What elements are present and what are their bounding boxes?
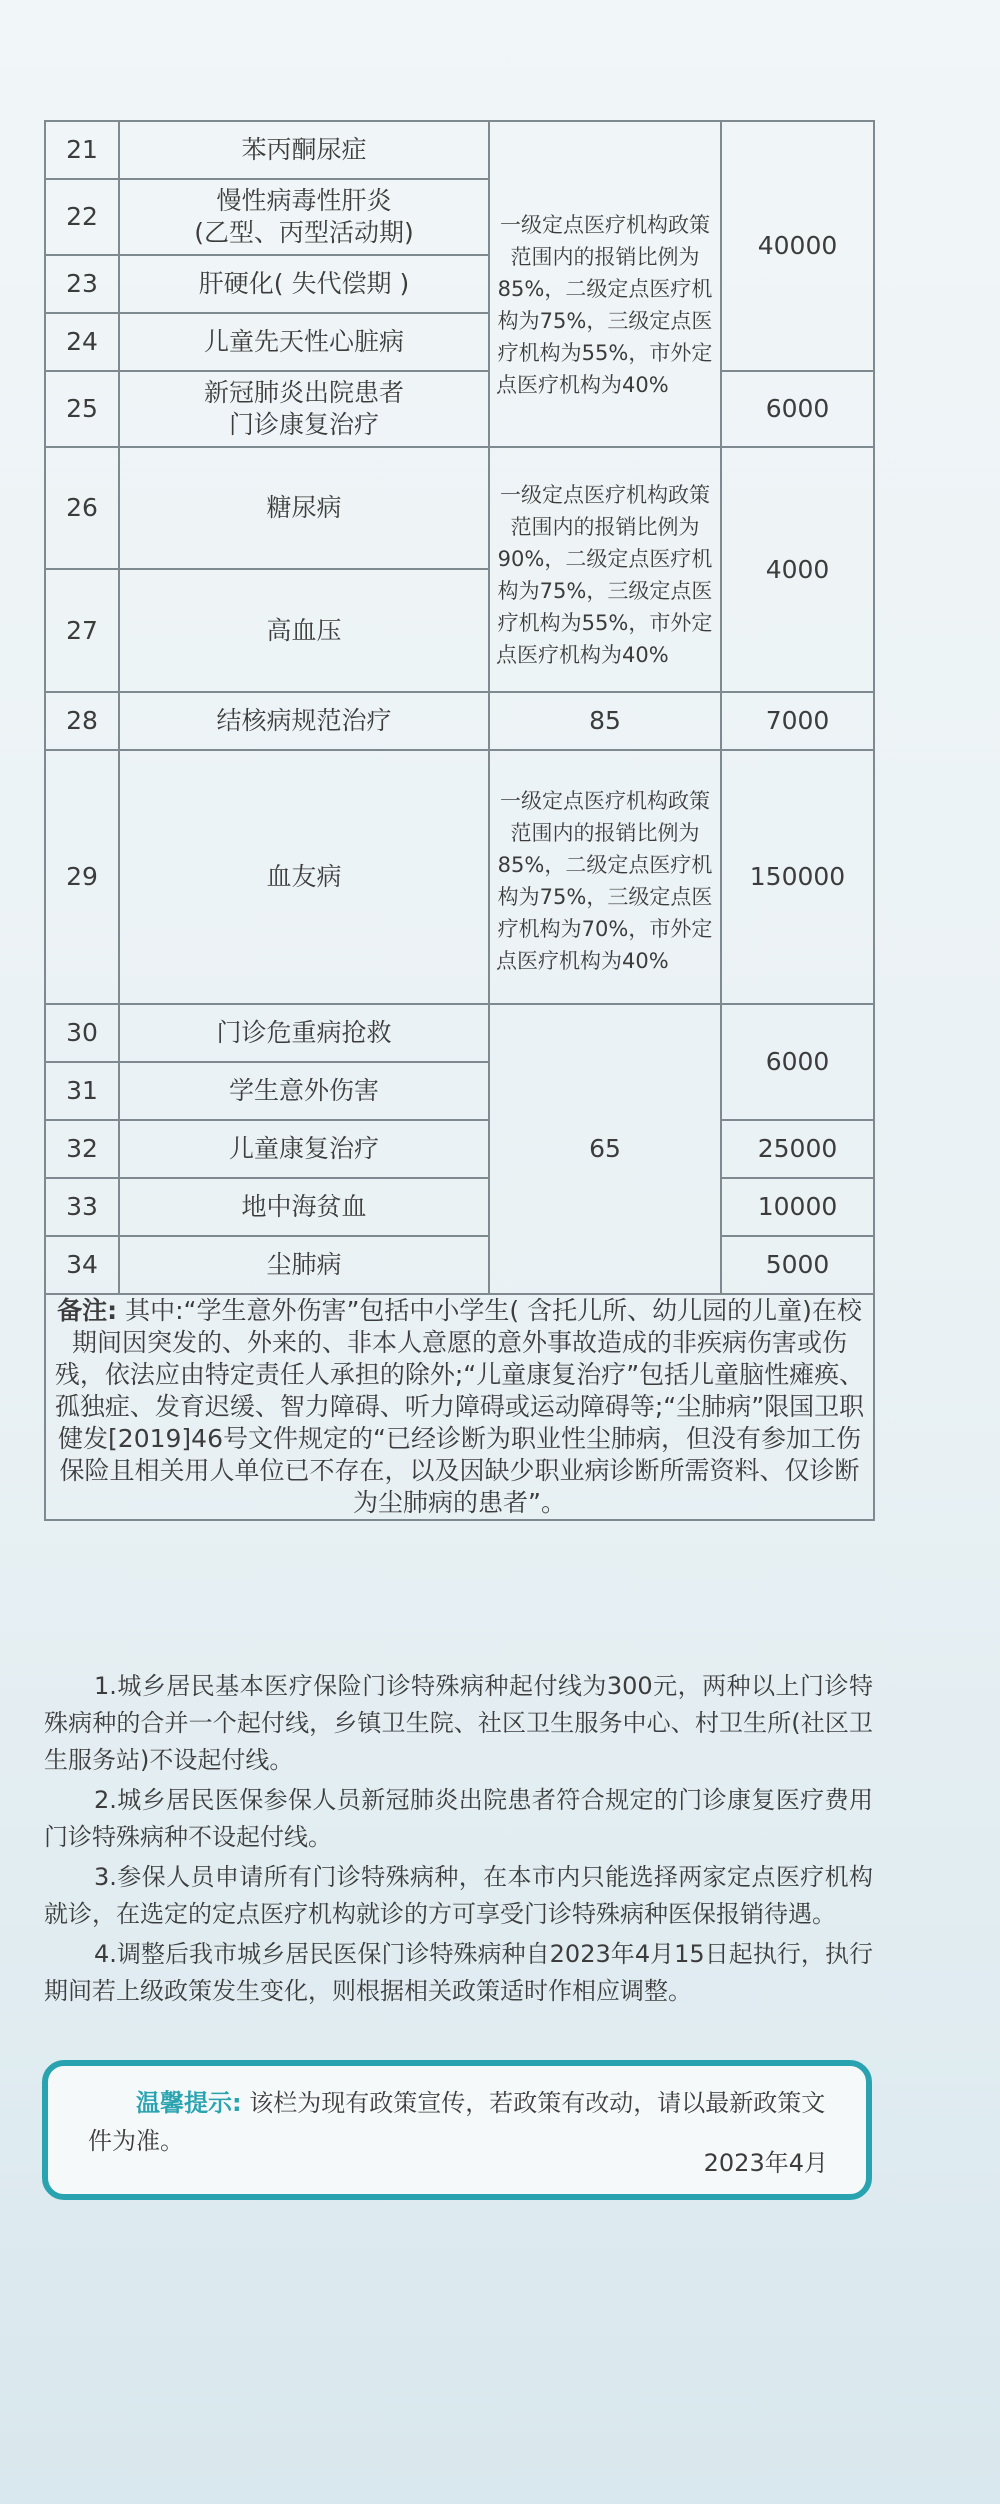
- disease-name-line: 新冠肺炎出院患者: [203, 378, 404, 407]
- tip-date: 2023年4月: [703, 2149, 828, 2177]
- table-row: [45, 121, 874, 179]
- row-number: 23: [45, 255, 119, 313]
- note-item: 2.城乡居民医保参保人员新冠肺炎出院患者符合规定的门诊康复医疗费用门诊特殊病种不设起付线。: [44, 1786, 873, 1851]
- tip-label: 温馨提示:: [136, 2089, 242, 2117]
- table-row: [45, 692, 874, 750]
- disease-name: 门诊危重病抢救: [119, 1004, 489, 1062]
- payment-limit: 7000: [721, 692, 874, 750]
- disease-name-line: (乙型、丙型活动期): [194, 218, 414, 247]
- row-number: 29: [45, 750, 119, 1004]
- row-number: 22: [45, 179, 119, 255]
- row-number: 34: [45, 1236, 119, 1294]
- table-row: [45, 750, 874, 1004]
- reimbursement-rate: 65: [489, 1004, 721, 1294]
- note-item: 1.城乡居民基本医疗保险门诊特殊病种起付线为300元，两种以上门诊特殊病种的合并一个起付线，乡镇卫生院、社区卫生服务中心、村卫生所(社区卫生服务站)不设起付线。: [44, 1672, 873, 1774]
- tip-text: 该栏为现有政策宣传，若政策有改动，请以最新政策文件为准。: [88, 2089, 826, 2155]
- reimbursement-rate: 85: [489, 692, 721, 750]
- disease-name-line: 慢性病毒性肝炎: [216, 186, 392, 215]
- reimbursement-rate: 一级定点医疗机构政策范围内的报销比例为85%，二级定点医疗机构为75%，三级定点医疗机构为55%，市外定点医疗机构为40%: [489, 121, 721, 447]
- disease-name: 高血压: [119, 569, 489, 692]
- policy-table: [44, 120, 875, 1521]
- disease-name: 苯丙酮尿症: [119, 121, 489, 179]
- policy-table-wrapper: [44, 120, 873, 1521]
- payment-limit: 150000: [721, 750, 874, 1004]
- table-row: [45, 1178, 874, 1236]
- disease-name: [119, 371, 489, 447]
- disease-name: 糖尿病: [119, 447, 489, 569]
- table-row: [45, 371, 874, 447]
- table-row: [45, 1236, 874, 1294]
- remark-label: 备注:: [57, 1296, 118, 1325]
- remark-row: [45, 1294, 874, 1520]
- row-number: 24: [45, 313, 119, 371]
- note-item: 4.调整后我市城乡居民医保门诊特殊病种自2023年4月15日起执行，执行期间若上级政策发生变化，则根据相关政策适时作相应调整。: [44, 1940, 873, 2005]
- reimbursement-rate: 一级定点医疗机构政策范围内的报销比例为90%，二级定点医疗机构为75%，三级定点医疗机构为55%，市外定点医疗机构为40%: [489, 447, 721, 692]
- table-row: [45, 447, 874, 569]
- payment-limit: 40000: [721, 121, 874, 371]
- tip-box: [42, 2060, 872, 2200]
- row-number: 27: [45, 569, 119, 692]
- disease-name: 学生意外伤害: [119, 1062, 489, 1120]
- policy-notes: [44, 1668, 873, 2013]
- disease-name: [119, 179, 489, 255]
- disease-name: 结核病规范治疗: [119, 692, 489, 750]
- row-number: 21: [45, 121, 119, 179]
- disease-name: 血友病: [119, 750, 489, 1004]
- disease-name-line: 门诊康复治疗: [228, 410, 379, 439]
- row-number: 25: [45, 371, 119, 447]
- row-number: 33: [45, 1178, 119, 1236]
- row-number: 31: [45, 1062, 119, 1120]
- row-number: 30: [45, 1004, 119, 1062]
- disease-name: 儿童康复治疗: [119, 1120, 489, 1178]
- disease-name: 地中海贫血: [119, 1178, 489, 1236]
- payment-limit: 5000: [721, 1236, 874, 1294]
- table-row: [45, 1004, 874, 1062]
- payment-limit: 25000: [721, 1120, 874, 1178]
- row-number: 28: [45, 692, 119, 750]
- disease-name: 肝硬化( 失代偿期 ): [119, 255, 489, 313]
- note-item: 3.参保人员申请所有门诊特殊病种，在本市内只能选择两家定点医疗机构就诊，在选定的定点医疗机构就诊的方可享受门诊特殊病种医保报销待遇。: [44, 1863, 873, 1928]
- row-number: 26: [45, 447, 119, 569]
- table-row: [45, 1120, 874, 1178]
- remark-cell: [45, 1294, 874, 1520]
- remark-text: 其中:“学生意外伤害”包括中小学生( 含托儿所、幼儿园的儿童)在校期间因突发的、外来的、非本人意愿的意外事故造成的非疾病伤害或伤残，依法应由特定责任人承担的除外;“儿童康复治疗”包括儿童脑性瘫痪、孤独症、发育迟缓、智力障碍、听力障碍或运动障碍等;“尘肺病”限国卫职健发[2019]46号文件规定的“已经诊断为职业性尘肺病，但没有参加工伤保险且相关用人单位已不存在，以及因缺少职业病诊断所需资料、仅诊断为尘肺病的患者”。: [54, 1296, 865, 1517]
- reimbursement-rate: 一级定点医疗机构政策范围内的报销比例为85%，二级定点医疗机构为75%，三级定点医疗机构为70%，市外定点医疗机构为40%: [489, 750, 721, 1004]
- disease-name: 儿童先天性心脏病: [119, 313, 489, 371]
- payment-limit: 6000: [721, 371, 874, 447]
- disease-name: 尘肺病: [119, 1236, 489, 1294]
- row-number: 32: [45, 1120, 119, 1178]
- payment-limit: 6000: [721, 1004, 874, 1120]
- payment-limit: 10000: [721, 1178, 874, 1236]
- payment-limit: 4000: [721, 447, 874, 692]
